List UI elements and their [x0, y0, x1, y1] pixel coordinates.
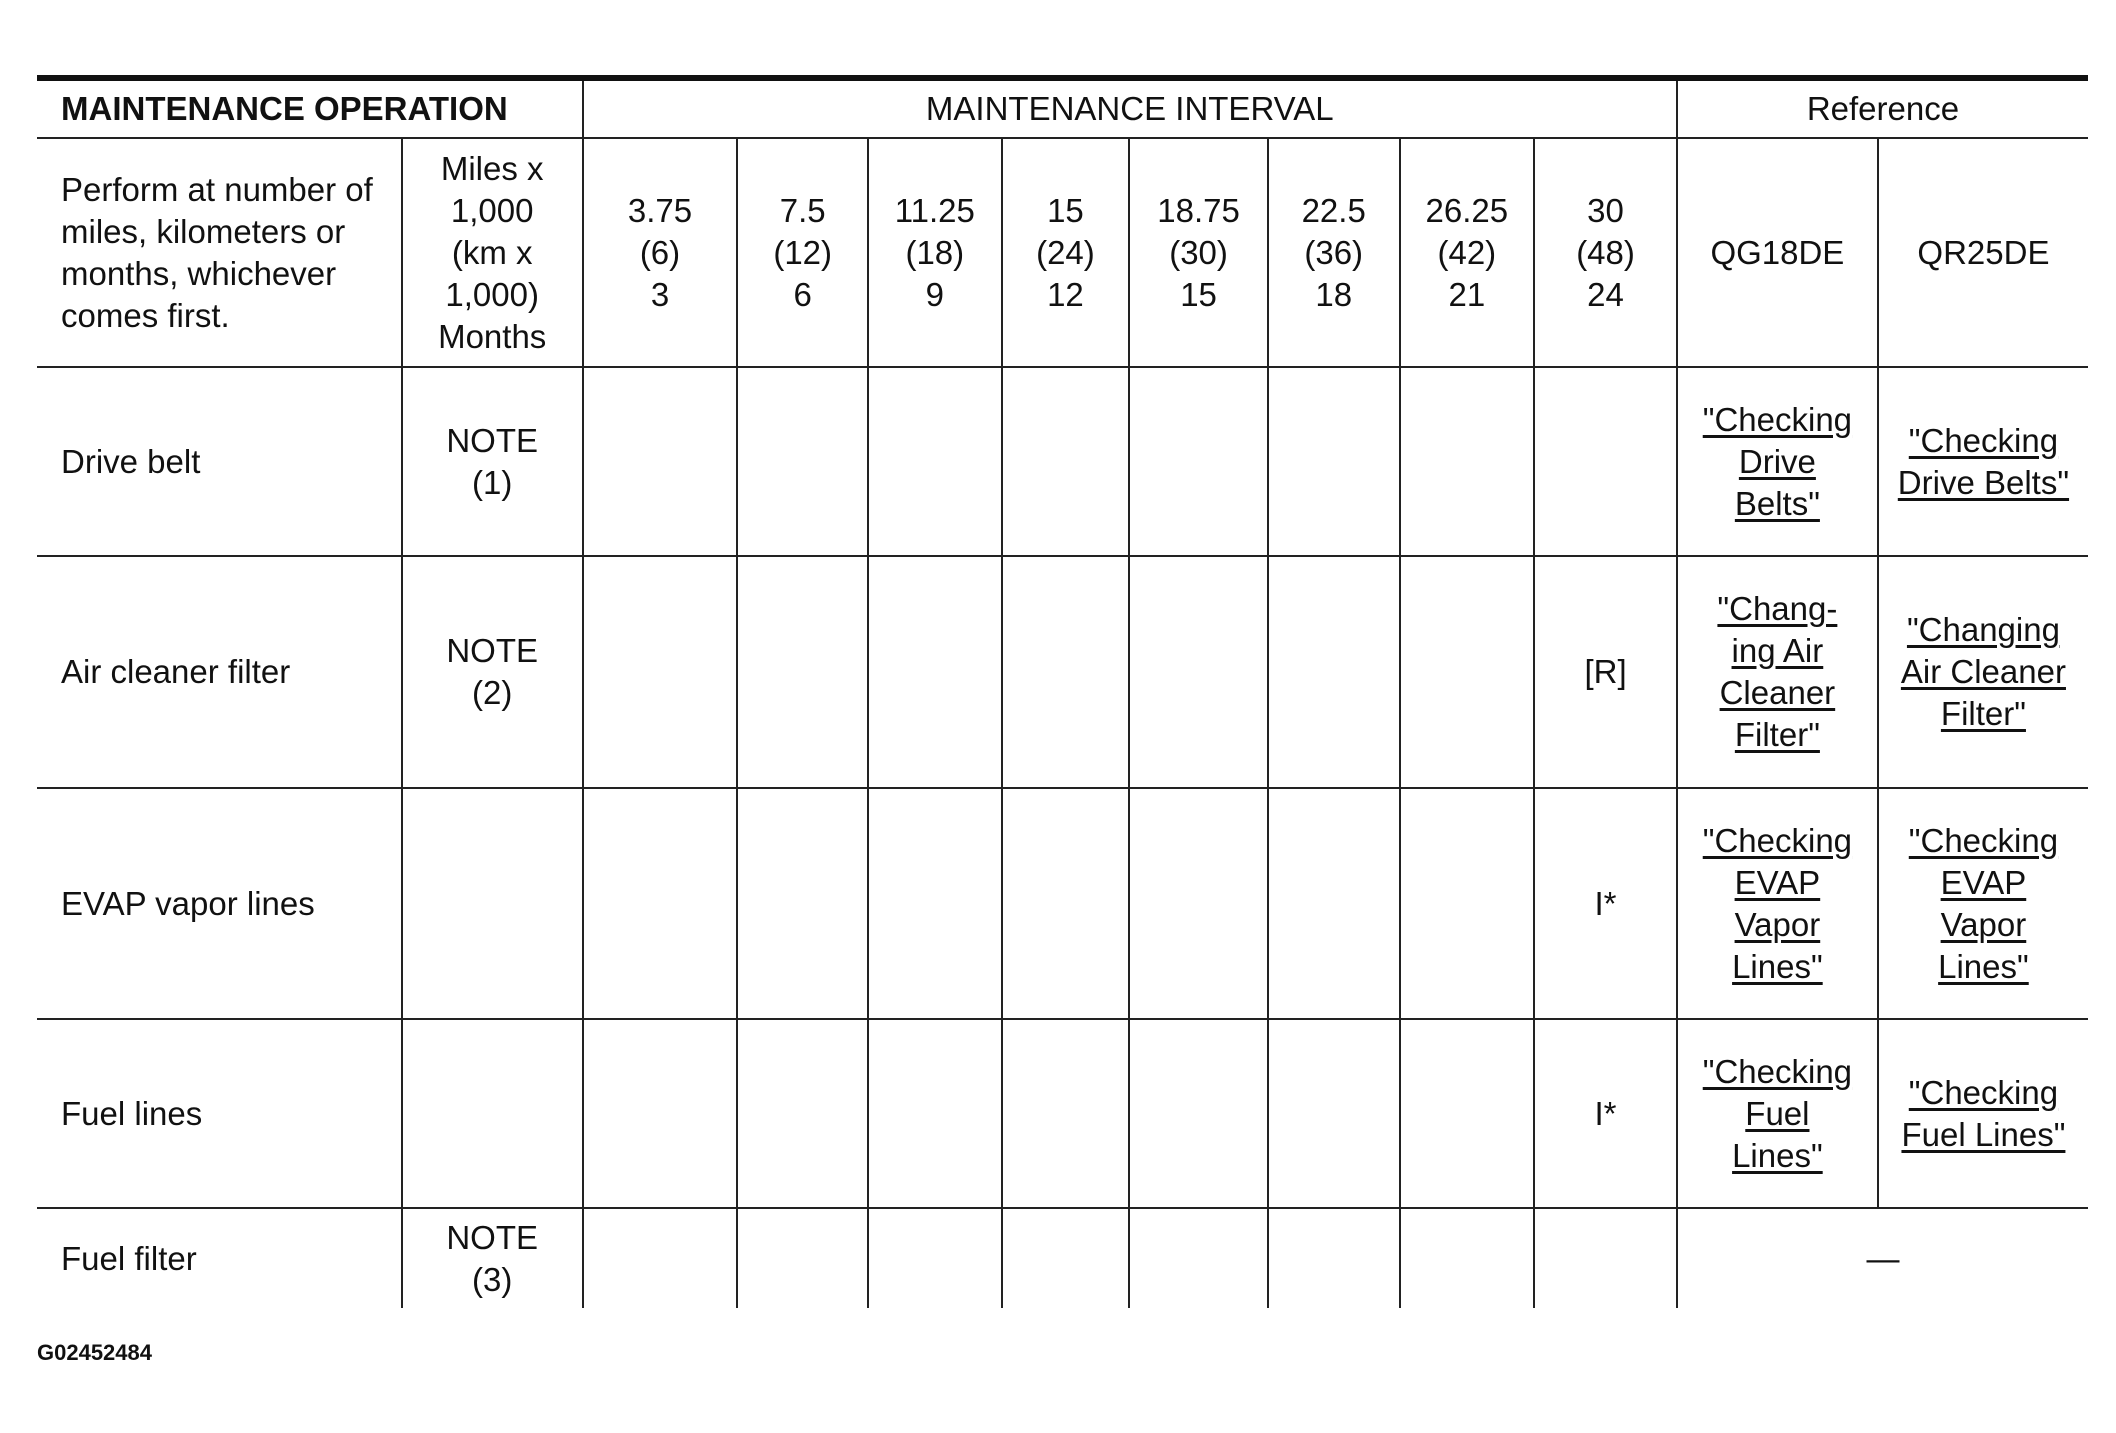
table-row — [37, 556, 2088, 788]
interval-cell — [868, 556, 1002, 788]
reference-cell-merged: — — [1677, 1208, 2088, 1308]
operation-name: Air cleaner filter — [37, 556, 402, 788]
interval-cell — [1002, 556, 1130, 788]
reference-link[interactable]: "Checking Fuel Lines" — [1702, 1052, 1853, 1174]
interval-cell — [1268, 556, 1400, 788]
interval-cell — [1268, 1019, 1400, 1208]
reference-link[interactable]: "Chang- ing Air Cleaner Filter" — [1717, 590, 1838, 753]
header-row-1 — [37, 78, 2088, 138]
maintenance-interval-header: MAINTENANCE INTERVAL — [583, 78, 1677, 138]
interval-cell: I* — [1534, 788, 1677, 1019]
units-header: Miles x 1,000 (km x 1,000) Months — [402, 138, 583, 367]
interval-cell — [1129, 1019, 1268, 1208]
reference-link[interactable]: "Checking EVAP Vapor Lines" — [1702, 821, 1853, 985]
interval-cell — [1400, 1019, 1535, 1208]
interval-cell — [1002, 788, 1130, 1019]
reference-link[interactable]: "Changing Air Cleaner Filter" — [1900, 611, 2066, 732]
reference-cell-qr25de — [1878, 367, 2088, 556]
interval-cell — [1129, 1208, 1268, 1308]
reference-link[interactable]: "Checking EVAP Vapor Lines" — [1908, 821, 2059, 985]
interval-cell — [583, 788, 738, 1019]
interval-header: 11.25 (18) 9 — [868, 138, 1002, 367]
interval-header: 3.75 (6) 3 — [583, 138, 738, 367]
operation-note: NOTE (1) — [402, 367, 583, 556]
interval-cell — [583, 1019, 738, 1208]
interval-header: 30 (48) 24 — [1534, 138, 1677, 367]
interval-cell — [583, 367, 738, 556]
interval-cell — [1002, 1208, 1130, 1308]
reference-cell-qg18de — [1677, 788, 1878, 1019]
engine-header-qr25de: QR25DE — [1878, 138, 2088, 367]
operation-name: Drive belt — [37, 367, 402, 556]
operation-name: Fuel filter — [37, 1208, 402, 1308]
reference-cell-qr25de — [1878, 1019, 2088, 1208]
interval-cell — [737, 1208, 868, 1308]
interval-cell: [R] — [1534, 556, 1677, 788]
interval-cell — [1268, 788, 1400, 1019]
interval-cell — [737, 1019, 868, 1208]
interval-cell — [868, 1019, 1002, 1208]
table-row — [37, 1208, 2088, 1308]
table-row — [37, 788, 2088, 1019]
operation-note: NOTE (2) — [402, 556, 583, 788]
interval-cell — [737, 367, 868, 556]
interval-cell — [1268, 1208, 1400, 1308]
maintenance-schedule-table — [37, 75, 2088, 1308]
interval-cell — [583, 1208, 738, 1308]
interval-header: 26.25 (42) 21 — [1400, 138, 1535, 367]
operation-name: EVAP vapor lines — [37, 788, 402, 1019]
interval-cell — [868, 1208, 1002, 1308]
reference-cell-qr25de — [1878, 788, 2088, 1019]
reference-cell-qg18de — [1677, 367, 1878, 556]
perform-instruction: Perform at number of miles, kilometers or months, whichever comes first. — [37, 138, 402, 367]
engine-header-qg18de: QG18DE — [1677, 138, 1878, 367]
interval-cell — [737, 556, 868, 788]
interval-cell — [868, 788, 1002, 1019]
interval-cell — [1534, 1208, 1677, 1308]
reference-link[interactable]: "Checking Drive Belts" — [1897, 421, 2070, 501]
operation-note: NOTE (3) — [402, 1208, 583, 1308]
header-row-2 — [37, 138, 2088, 367]
reference-link[interactable]: "Checking Fuel Lines" — [1901, 1073, 2066, 1153]
interval-header: 18.75 (30) 15 — [1129, 138, 1268, 367]
operation-note — [402, 1019, 583, 1208]
interval-header: 15 (24) 12 — [1002, 138, 1130, 367]
figure-id-caption: G02452484 — [37, 1340, 152, 1365]
reference-cell-qr25de — [1878, 556, 2088, 788]
operation-note — [402, 788, 583, 1019]
reference-cell-qg18de — [1677, 1019, 1878, 1208]
table-row — [37, 367, 2088, 556]
interval-header: 7.5 (12) 6 — [737, 138, 868, 367]
reference-cell-qg18de — [1677, 556, 1878, 788]
interval-cell — [1400, 1208, 1535, 1308]
interval-cell: I* — [1534, 1019, 1677, 1208]
interval-cell — [1400, 788, 1535, 1019]
interval-cell — [737, 788, 868, 1019]
maintenance-operation-header: MAINTENANCE OPERATION — [37, 78, 583, 138]
interval-cell — [1129, 367, 1268, 556]
interval-cell — [1002, 367, 1130, 556]
interval-cell — [868, 367, 1002, 556]
interval-cell — [1400, 556, 1535, 788]
reference-header: Reference — [1677, 78, 2088, 138]
interval-cell — [1400, 367, 1535, 556]
table-row — [37, 1019, 2088, 1208]
interval-header: 22.5 (36) 18 — [1268, 138, 1400, 367]
interval-cell — [1002, 1019, 1130, 1208]
interval-cell — [1268, 367, 1400, 556]
reference-link[interactable]: "Checking Drive Belts" — [1702, 400, 1853, 522]
interval-cell — [583, 556, 738, 788]
interval-cell — [1534, 367, 1677, 556]
interval-cell — [1129, 788, 1268, 1019]
operation-name: Fuel lines — [37, 1019, 402, 1208]
interval-cell — [1129, 556, 1268, 788]
